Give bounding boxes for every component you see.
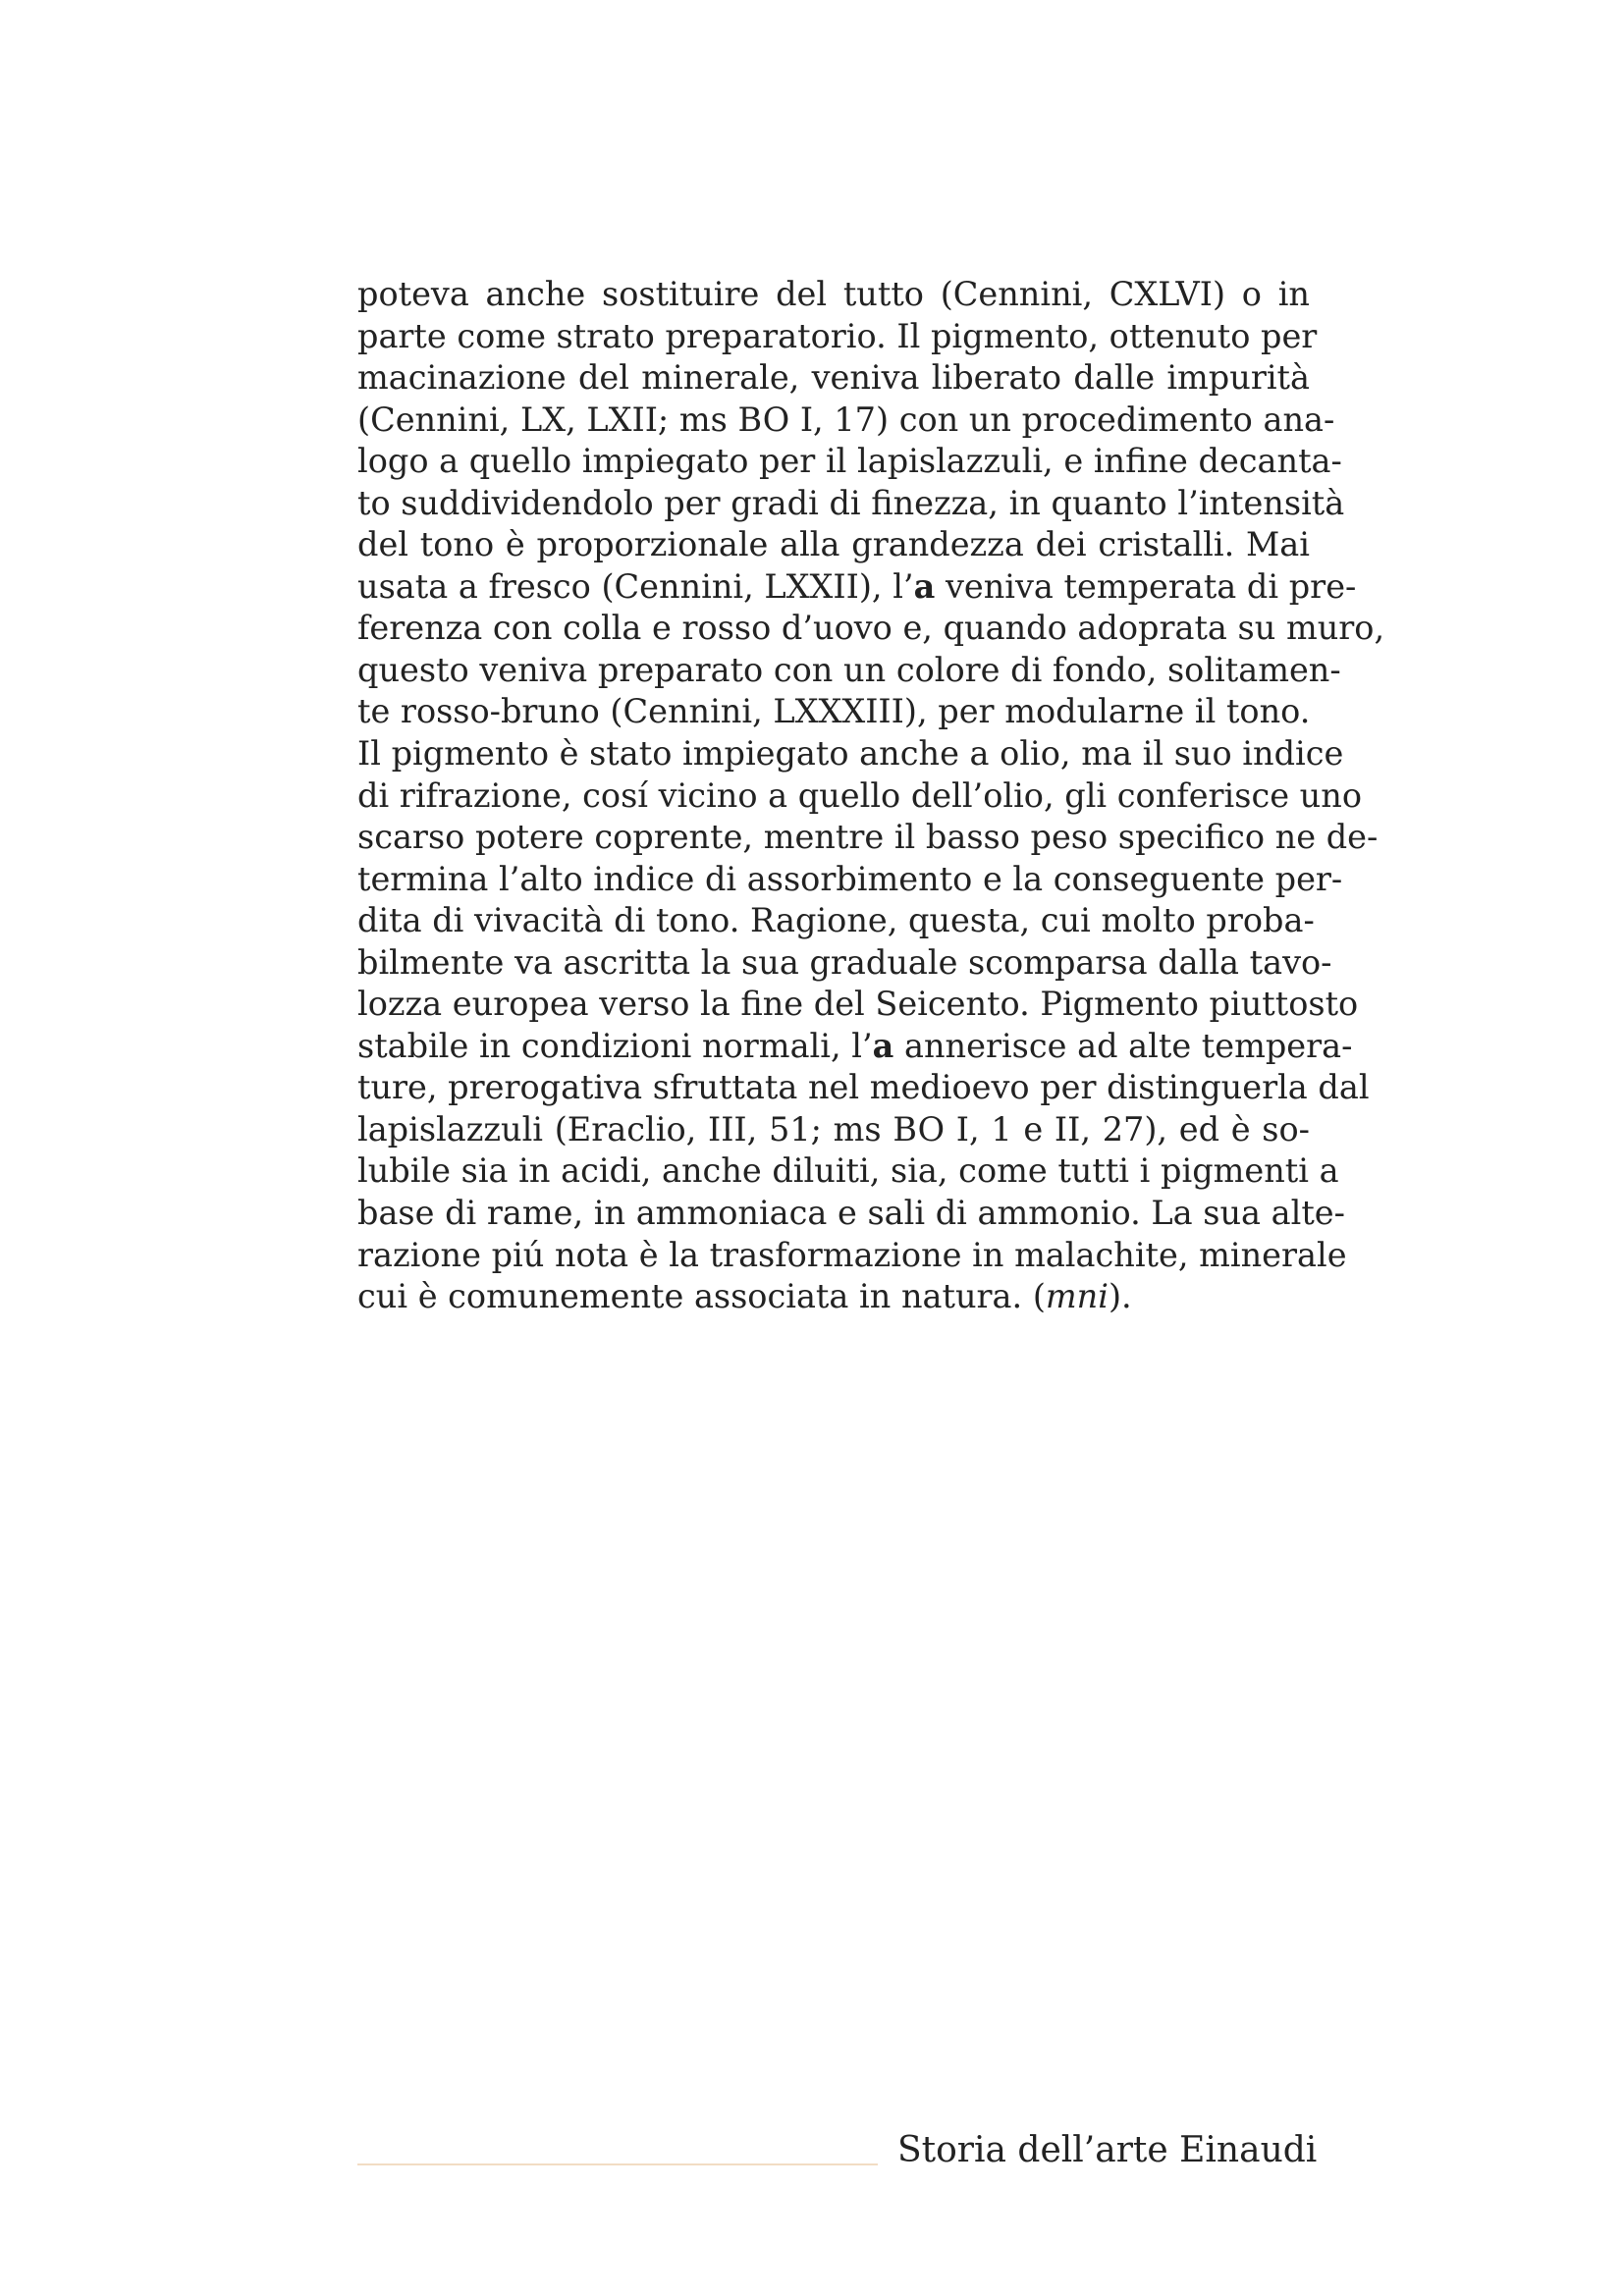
body-line: termina l’alto indice di assorbimento e la conseguente per- — [357, 859, 1343, 898]
bold-term: a — [913, 566, 936, 606]
body-line: scarso potere coprente, mentre il basso peso specifico ne de- — [357, 818, 1379, 857]
body-line: Il pigmento è stato impiegato anche a olio, ma il suo indice — [357, 734, 1344, 774]
body-line — [357, 1026, 1353, 1068]
line-segment: usata a fresco (Cennini, LXXII), l’ — [357, 566, 914, 606]
body-line — [357, 566, 1357, 609]
body-line: del tono è proporzionale alla grandezza dei cristalli. Mai — [357, 525, 1310, 564]
body-line: bilmente va ascritta la sua graduale scomparsa dalla tavo- — [357, 942, 1332, 982]
author-initials: mni — [1045, 1277, 1109, 1316]
body-line: questo veniva preparato con un colore di fondo, solitamen- — [357, 650, 1341, 689]
line-segment: ). — [1108, 1277, 1132, 1316]
body-line: base di rame, in ammoniaca e sali di ammonio. La sua alte- — [357, 1194, 1345, 1233]
body-line: lapislazzuli (Eraclio, III, 51; ms BO I, 1 e II, 27), ed è so- — [357, 1109, 1310, 1148]
line-segment: cui è comunemente associata in natura. ( — [357, 1277, 1046, 1316]
body-line: macinazione del minerale, veniva liberato dalle impurità — [357, 358, 1310, 398]
body-line: di rifrazione, cosí vicino a quello dell’olio, gli conferisce uno — [357, 775, 1362, 815]
body-line: poteva anche sostituire del tutto (Cennini, CXLVI) o in — [357, 275, 1310, 313]
body-line: to suddividendolo per gradi di finezza, in quanto l’intensità — [357, 483, 1345, 522]
body-line: lubile sia in acidi, anche diluiti, sia, come tutti i pigmenti a — [357, 1151, 1339, 1191]
body-line: (Cennini, LX, LXII; ms BO I, 17) con un procedimento ana- — [357, 400, 1335, 439]
body-line — [357, 1276, 1310, 1318]
line-segment: veniva temperata di pre- — [935, 566, 1357, 606]
body-text — [357, 274, 1385, 1318]
body-line: razione piú nota è la trasformazione in malachite, minerale — [357, 1235, 1347, 1274]
body-line: lozza europea verso la fine del Seicento. Pigmento piuttosto — [357, 985, 1359, 1024]
line-segment: annerisce ad alte tempera- — [893, 1026, 1353, 1065]
footer-rule — [357, 2163, 878, 2165]
bold-term: a — [872, 1026, 894, 1065]
body-line: te rosso-bruno (Cennini, LXXXIII), per modularne il tono. — [357, 692, 1311, 731]
body-line: ture, prerogativa sfruttata nel medioevo per distinguerla dal — [357, 1068, 1370, 1107]
line-segment: stabile in condizioni normali, l’ — [357, 1026, 873, 1065]
body-line: logo a quello impiegato per il lapislazzuli, e infine decanta- — [357, 442, 1342, 481]
body-line: parte come strato preparatorio. Il pigmento, ottenuto per — [357, 316, 1318, 355]
footer-title: Storia dell’arte Einaudi — [897, 2130, 1318, 2170]
body-line: ferenza con colla e rosso d’uovo e, quando adoprata su muro, — [357, 609, 1385, 648]
body-line: dita di vivacità di tono. Ragione, questa, cui molto proba- — [357, 901, 1315, 940]
